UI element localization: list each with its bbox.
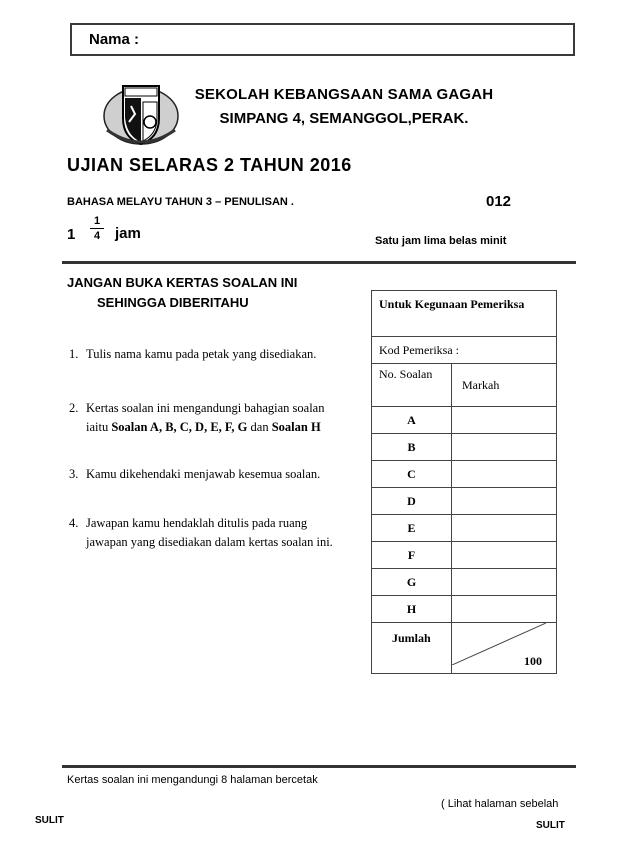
duration-fraction: [90, 214, 104, 243]
instruction-text-part: Kertas soalan ini mengandungi bahagian soalan iaitu: [86, 401, 325, 434]
page-count-note: Kertas soalan ini mengandungi 8 halaman bercetak: [67, 774, 318, 786]
section-label: G: [372, 569, 452, 596]
marks-cell[interactable]: [452, 407, 557, 434]
instruction-number: 2.: [69, 401, 79, 415]
marks-cell[interactable]: [452, 434, 557, 461]
table-header: Untuk Kegunaan Pemeriksa: [372, 291, 557, 337]
instruction-separator: ,: [158, 419, 166, 434]
classification-left: SULIT: [35, 815, 64, 826]
fraction-denominator: 4: [93, 230, 101, 242]
column-header-question-no: No. Soalan: [372, 364, 452, 407]
instruction-bold-part: Soalan A: [111, 419, 159, 434]
duration-unit: jam: [115, 225, 141, 242]
column-header-marks: Markah: [452, 364, 557, 407]
marks-cell[interactable]: [452, 569, 557, 596]
total-cell[interactable]: [452, 623, 557, 674]
paper-code: 012: [486, 193, 512, 210]
instruction-bold-part: Soalan H: [271, 419, 321, 434]
examiner-table: [371, 290, 557, 674]
marks-cell[interactable]: [452, 488, 557, 515]
total-value: 100: [524, 654, 542, 668]
school-address: SIMPANG 4, SEMANGGOL,PERAK.: [219, 110, 469, 127]
instruction-number: 1.: [69, 347, 79, 361]
section-label: A: [372, 407, 452, 434]
section-label: B: [372, 434, 452, 461]
instruction-item: [69, 514, 344, 551]
marks-cell[interactable]: [452, 542, 557, 569]
fraction-numerator: 1: [90, 214, 104, 229]
total-label: Jumlah: [372, 623, 452, 674]
instruction-bold-part: B, C, D, E, F, G: [165, 419, 248, 434]
instruction-text-part: dan: [247, 419, 272, 434]
next-page-note: ( Lihat halaman sebelah: [441, 798, 559, 810]
instruction-text: Jawapan kamu hendaklah ditulis pada ruang jawapan yang disediakan dalam kertas soalan ini.: [86, 516, 333, 549]
instruction-item: [69, 399, 344, 436]
school-crest-icon: [101, 78, 181, 150]
instruction-text: [86, 399, 344, 436]
examiner-code-field[interactable]: Kod Pemeriksa :: [372, 337, 557, 364]
section-label: D: [372, 488, 452, 515]
warning-line-2: SEHINGGA DIBERITAHU: [97, 295, 249, 310]
duration-whole: 1: [67, 226, 76, 243]
marks-cell[interactable]: [452, 596, 557, 623]
exam-title: UJIAN SELARAS 2 TAHUN 2016: [67, 155, 352, 175]
subject-title: BAHASA MELAYU TAHUN 3 – PENULISAN .: [67, 196, 294, 208]
section-label: H: [372, 596, 452, 623]
warning-line-1: JANGAN BUKA KERTAS SOALAN INI: [67, 275, 298, 290]
instruction-text: Tulis nama kamu pada petak yang disediakan.: [86, 347, 317, 361]
marks-cell[interactable]: [452, 515, 557, 542]
instruction-item: [69, 345, 344, 364]
school-name: SEKOLAH KEBANGSAAN SAMA GAGAH: [194, 86, 494, 103]
section-label: F: [372, 542, 452, 569]
duration-words: Satu jam lima belas minit: [375, 235, 507, 247]
instruction-number: 4.: [69, 516, 79, 530]
name-field-box[interactable]: [70, 23, 575, 56]
instruction-text: Kamu dikehendaki menjawab kesemua soalan.: [86, 467, 321, 481]
instruction-item: [69, 465, 344, 484]
divider-bottom: [62, 765, 576, 768]
marks-cell[interactable]: [452, 461, 557, 488]
name-label: Nama :: [89, 31, 140, 48]
section-label: C: [372, 461, 452, 488]
divider-top: [62, 261, 576, 264]
instruction-number: 3.: [69, 467, 79, 481]
section-label: E: [372, 515, 452, 542]
classification-right: SULIT: [536, 820, 565, 831]
